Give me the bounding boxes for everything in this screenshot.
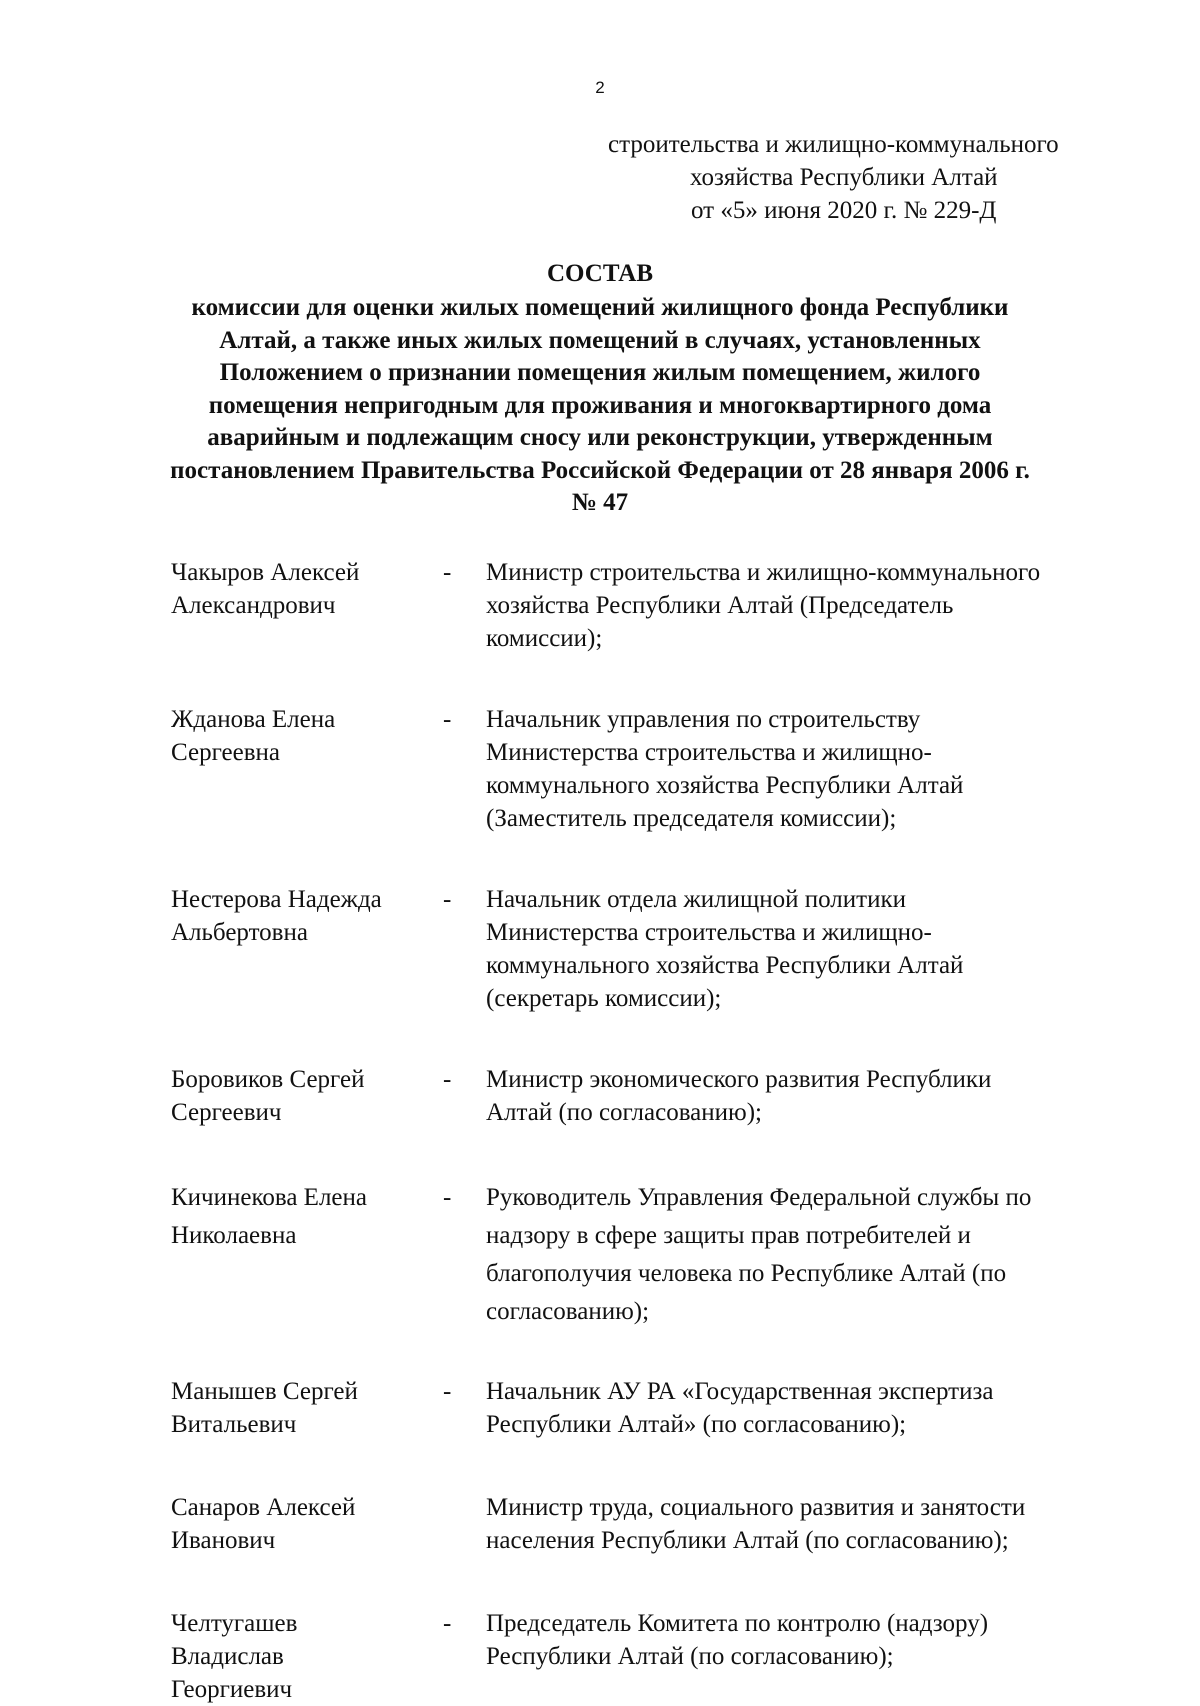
member-entry [171,883,1131,1015]
member-name: Боровиков Сергей Сергеевич [171,1066,365,1126]
member-role: Министр экономического развития Республики Алтай (по согласованию); [486,1066,992,1126]
subtitle-line: аварийным и подлежащим сносу или реконструкции, утвержденным [207,424,993,451]
approval-line: хозяйства Республики Алтай [690,164,998,191]
member-entry [171,703,1131,835]
approval-line: от «5» июня 2020 г. № 229-Д [691,197,997,224]
subtitle-line: комиссии для оценки жилых помещений жилищного фонда Республики [191,294,1009,321]
member-role: Министр труда, социального развития и занятости населения Республики Алтай (по согласованию); [486,1494,1026,1554]
document-subtitle [140,292,1060,520]
member-entry [171,1607,1131,1706]
member-name: Кичинекова Елена Николаевна [171,1184,367,1249]
subtitle-line: № 47 [571,489,629,516]
member-name: Манышев Сергей Витальевич [171,1378,358,1438]
member-name: Санаров Алексей Иванович [171,1494,356,1554]
member-role: Начальник АУ РА «Государственная экспертиза Республики Алтай» (по согласованию); [486,1378,994,1438]
member-dash: - [443,706,452,733]
subtitle-line: Положением о признании помещения жилым помещением, жилого [219,359,981,386]
member-dash [441,1491,486,1557]
members-list [171,556,1131,1706]
member-entry [171,1491,1131,1557]
member-dash: - [443,1066,452,1093]
member-dash: - [443,559,452,586]
member-role: Начальник управления по строительству Министерства строительства и жилищно- коммунального хозяйства Республики Алтай (Заместитель председателя комиссии); [486,706,964,832]
member-name: Челтугашев Владислав Георгиевич [171,1610,298,1703]
member-entry [171,1179,1131,1331]
member-name: Нестерова Надежда Альбертовна [171,886,382,946]
member-role: Руководитель Управления Федеральной службы по надзору в сфере защиты прав потребителей и благополучия человека по Республике Алтай (по согласованию); [486,1184,1032,1325]
member-dash: - [443,1610,452,1637]
subtitle-line: помещения непригодным для проживания и многоквартирного дома [208,391,992,419]
page-number: 2 [595,78,605,97]
member-dash: - [443,1378,452,1405]
member-entry [171,1063,1131,1129]
member-role: Председатель Комитета по контролю (надзору) Республики Алтай (по согласованию); [486,1610,989,1670]
member-dash: - [443,886,452,913]
subtitle-line: постановлением Правительства Российской Федерации от 28 января 2006 г. [170,456,1030,484]
member-dash: - [443,1184,452,1211]
member-role: Министр строительства и жилищно-коммунального хозяйства Республики Алтай (Председатель комиссии); [486,559,1041,652]
member-name: Жданова Елена Сергеевна [171,706,336,766]
member-entry [171,556,1131,655]
member-name: Чакыров Алексей Александрович [171,559,360,619]
approval-line: строительства и жилищно-коммунального [608,131,1059,158]
member-entry [171,1375,1131,1441]
approval-reference [560,128,1120,227]
document-title: СОСТАВ [546,260,654,287]
subtitle-line: Алтай, а также иных жилых помещений в случаях, установленных [219,326,981,354]
member-role: Начальник отдела жилищной политики Министерства строительства и жилищно- коммунального хозяйства Республики Алтай (секретарь комиссии); [486,886,964,1012]
